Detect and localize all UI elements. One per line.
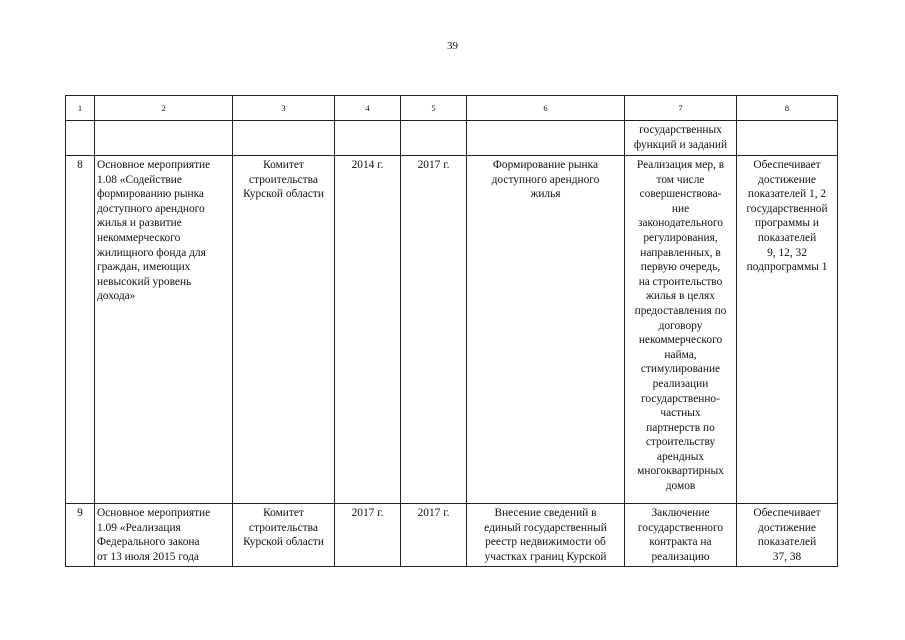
executor-cell: Комитет строительства Курской области bbox=[233, 504, 335, 567]
end-year-cell: 2017 г. bbox=[401, 504, 467, 567]
end-year-cell: 2017 г. bbox=[401, 156, 467, 504]
table-cell bbox=[95, 121, 233, 156]
event-cell: Основное мероприятие 1.08 «Содействие формированию рынка доступного арендного жилья и развитие некоммерческого жилищного фонда для граждан, имеющих невысокий уровень дохода» bbox=[95, 156, 233, 504]
header-cell: 1 bbox=[66, 96, 95, 121]
event-cell: Основное мероприятие 1.09 «Реализация Федерального закона от 13 июля 2015 года bbox=[95, 504, 233, 567]
result-cell: Внесение сведений в единый государственный реестр недвижимости об участках границ Курской bbox=[467, 504, 625, 567]
header-cell: 5 bbox=[401, 96, 467, 121]
table-header-row bbox=[66, 96, 838, 121]
header-cell: 6 bbox=[467, 96, 625, 121]
header-cell: 7 bbox=[625, 96, 737, 121]
table-row bbox=[66, 504, 838, 567]
header-cell: 8 bbox=[737, 96, 838, 121]
table-cell bbox=[66, 121, 95, 156]
header-cell: 4 bbox=[335, 96, 401, 121]
table-cell bbox=[233, 121, 335, 156]
row-number-cell: 8 bbox=[66, 156, 95, 504]
measures-cell: Заключение государственного контракта на реализацию bbox=[625, 504, 737, 567]
table-cell bbox=[335, 121, 401, 156]
page-number: 39 bbox=[447, 40, 458, 52]
start-year-cell: 2014 г. bbox=[335, 156, 401, 504]
result-cell: Формирование рынка доступного арендного жилья bbox=[467, 156, 625, 504]
header-cell: 2 bbox=[95, 96, 233, 121]
measures-cell: Реализация мер, в том числе совершенствова- ние законодательного регулирования, направленных, в первую очередь, на строительство жилья в целях предоставления по договору некоммерческого найма, стимулирование реализации государственно- частных партнерств по строительству арендных многоквартирных домов bbox=[625, 156, 737, 504]
start-year-cell: 2017 г. bbox=[335, 504, 401, 567]
table-cell bbox=[401, 121, 467, 156]
indicator-link-cell: Обеспечивает достижение показателей 37, 38 bbox=[737, 504, 838, 567]
indicator-link-cell: Обеспечивает достижение показателей 1, 2 государственной программы и показателей 9, 12, 32 подпрограммы 1 bbox=[737, 156, 838, 504]
table-row-continuation bbox=[66, 121, 838, 156]
table-cell bbox=[467, 121, 625, 156]
program-table bbox=[65, 95, 838, 567]
table-row bbox=[66, 156, 838, 504]
measures-cell: государственных функций и заданий bbox=[625, 121, 737, 156]
table-cell bbox=[737, 121, 838, 156]
header-cell: 3 bbox=[233, 96, 335, 121]
executor-cell: Комитет строительства Курской области bbox=[233, 156, 335, 504]
row-number-cell: 9 bbox=[66, 504, 95, 567]
